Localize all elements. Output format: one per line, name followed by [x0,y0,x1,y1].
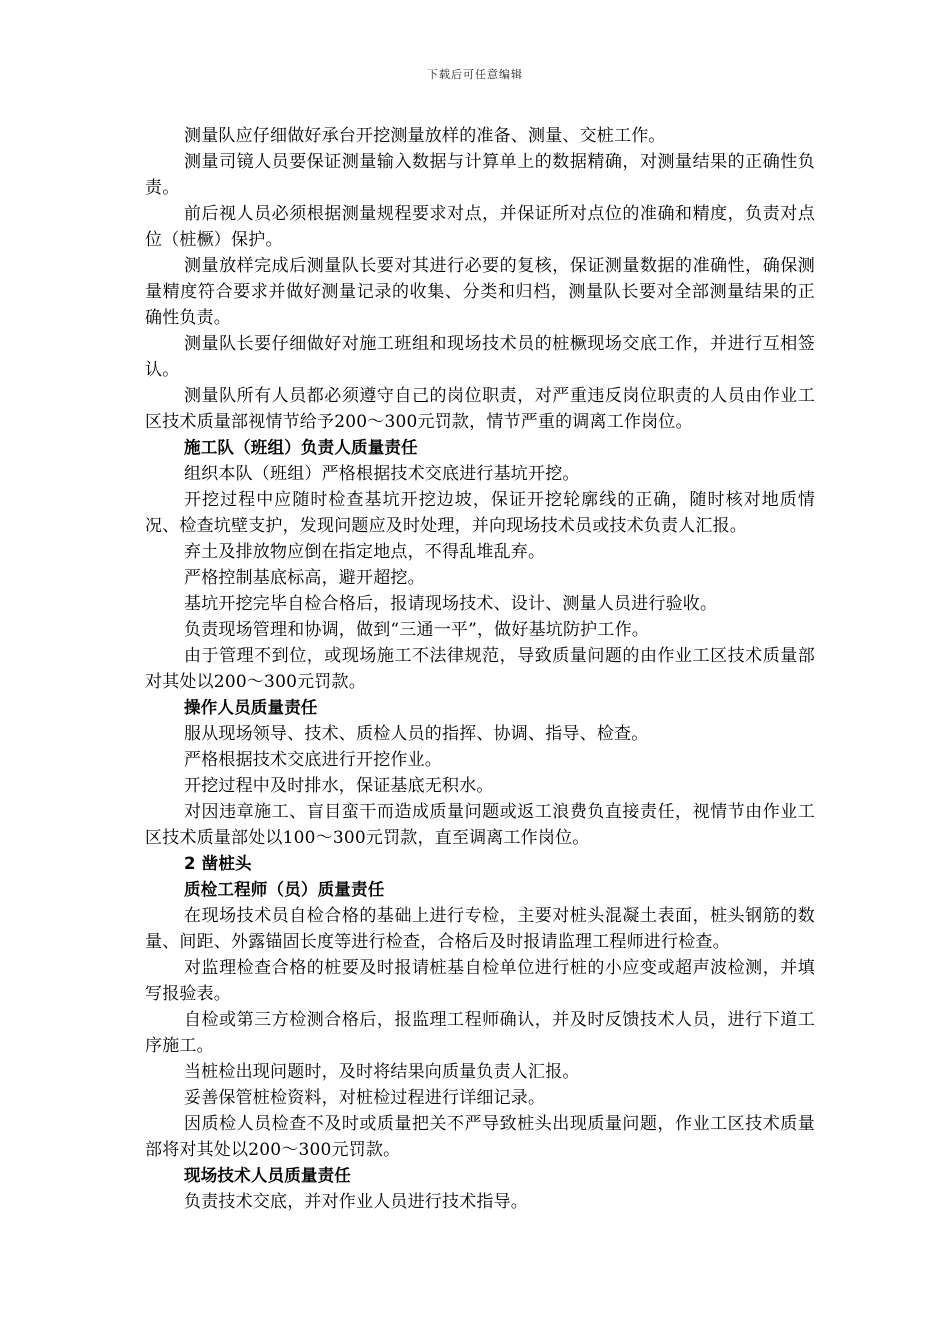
paragraph: 对因违章施工、盲目蛮干而造成质量问题或返工浪费负直接责任，视情节由作业工区技术质量部处以100～300元罚款，直至调离工作岗位。 [145,802,815,848]
paragraph: 基坑开挖完毕自检合格后，报请现场技术、设计、测量人员进行验收。 [184,594,718,614]
section-heading: 质检工程师（员）质量责任 [184,880,385,899]
paragraph: 对监理检查合格的桩要及时报请桩基自检单位进行桩的小应变或超声波检测，并填写报验表。 [145,958,815,1004]
paragraph: 开挖过程中应随时检查基坑开挖边坡，保证开挖轮廓线的正确，随时核对地质情况、检查坑壁支护，发现问题应及时处理，并向现场技术员或技术负责人汇报。 [145,490,815,536]
paragraph: 严格根据技术交底进行开挖作业。 [184,750,442,770]
paragraph: 妥善保管桩检资料，对桩检过程进行详细记录。 [184,1088,546,1108]
section-heading: 操作人员质量责任 [184,698,318,717]
paragraph: 严格控制基底标高，避开超挖。 [184,568,425,588]
paragraph: 组织本队（班组）严格根据技术交底进行基坑开挖。 [184,464,580,484]
paragraph: 由于管理不到位，或现场施工不法律规范，导致质量问题的由作业工区技术质量部对其处以200～300元罚款。 [145,646,815,692]
paragraph: 测量司镜人员要保证测量输入数据与计算单上的数据精确，对测量结果的正确性负责。 [145,152,815,198]
paragraph: 测量队应仔细做好承台开挖测量放样的准备、测量、交桩工作。 [184,126,666,146]
paragraph: 因质检人员检查不及时或质量把关不严导致桩头出现质量问题，作业工区技术质量部将对其处以200～300元罚款。 [145,1114,815,1160]
document-body [145,123,815,1215]
section-heading: 现场技术人员质量责任 [184,1166,351,1185]
paragraph: 测量队长要仔细做好对施工班组和现场技术员的桩橛现场交底工作，并进行互相签认。 [145,334,815,380]
paragraph: 前后视人员必须根据测量规程要求对点，并保证所对点位的准确和精度，负责对点位（桩橛）保护。 [145,204,815,250]
paragraph: 自检或第三方检测合格后，报监理工程师确认，并及时反馈技术人员，进行下道工序施工。 [145,1010,815,1056]
paragraph: 当桩检出现问题时，及时将结果向质量负责人汇报。 [184,1062,580,1082]
page-header: 下载后可任意编辑 [427,68,523,81]
paragraph: 负责现场管理和协调，做到“三通一平”，做好基坑防护工作。 [184,620,649,640]
section-heading: 2 凿桩头 [184,854,252,873]
paragraph: 负责技术交底，并对作业人员进行技术指导。 [184,1192,528,1212]
paragraph: 服从现场领导、技术、质检人员的指挥、协调、指导、检查。 [184,724,649,744]
paragraph: 测量放样完成后测量队长要对其进行必要的复核，保证测量数据的准确性，确保测量精度符合要求并做好测量记录的收集、分类和归档，测量队长要对全部测量结果的正确性负责。 [145,256,815,328]
paragraph: 在现场技术员自检合格的基础上进行专检，主要对桩头混凝土表面，桩头钢筋的数量、间距、外露锚固长度等进行检查，合格后及时报请监理工程师进行检查。 [145,906,815,952]
section-heading: 施工队（班组）负责人质量责任 [184,438,418,457]
paragraph: 测量队所有人员都必须遵守自己的岗位职责，对严重违反岗位职责的人员由作业工区技术质量部视情节给予200～300元罚款，情节严重的调离工作岗位。 [145,386,815,432]
paragraph: 弃土及排放物应倒在指定地点，不得乱堆乱弃。 [184,542,546,562]
paragraph: 开挖过程中及时排水，保证基底无积水。 [184,776,494,796]
